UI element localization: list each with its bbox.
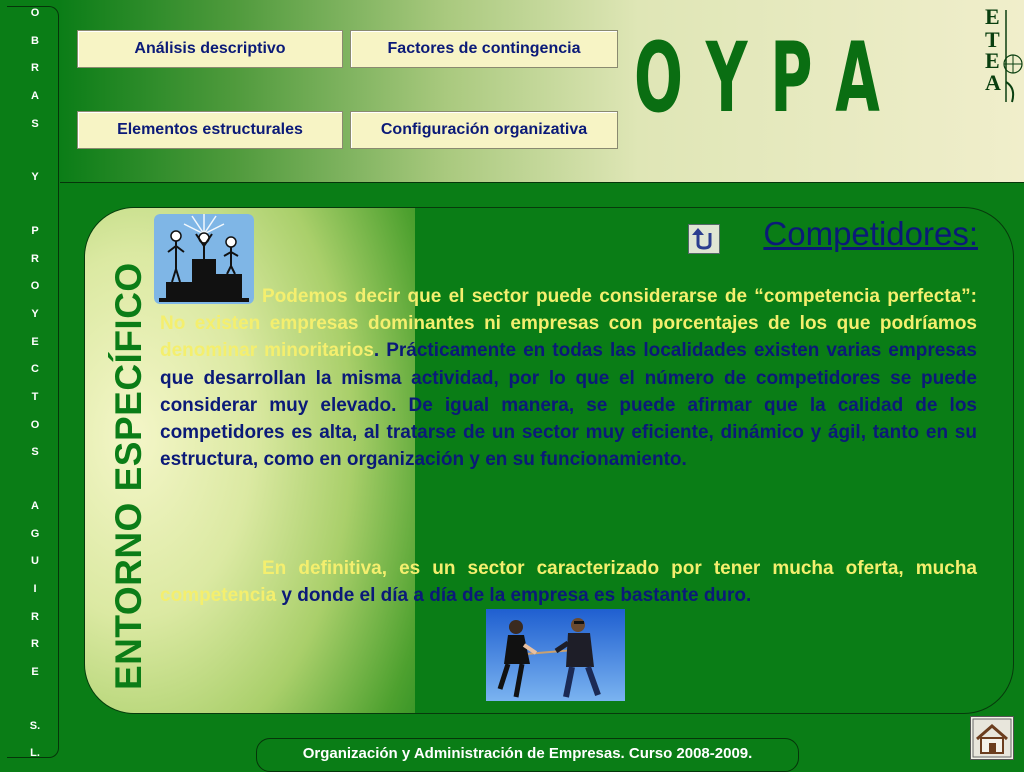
- brand-letter: Y: [705, 22, 754, 134]
- nav-analisis-descriptivo-button[interactable]: [77, 30, 343, 68]
- letter: A: [31, 90, 39, 103]
- svg-text:A: A: [985, 70, 1001, 95]
- paragraph-1-part-2: . Prácticamente en todas las localidades existen varias empresas que desarrollan la misma actividad, por lo que el número de competidores se puede considerar muy elevado. De igual manera, se puede afirmar que la calidad de los competidores es alta: [160, 340, 977, 444]
- letter: A: [31, 499, 39, 512]
- paragraph-2-part-1: En definitiva, es un sector caracterizado por tener mucha oferta, mucha competencia: [160, 558, 977, 607]
- letter: Y: [31, 171, 39, 184]
- footer-text: Organización y Administración de Empresas. Curso 2008-2009.: [302, 745, 753, 762]
- paragraph-1-part-3: , al tratarse de un sector muy eficiente, dinámico y ágil, tanto en su estructura, como en organización y en su funcionamiento.: [160, 422, 977, 471]
- nav-label: Configuración organizativa: [380, 121, 588, 138]
- letter: R: [31, 610, 39, 623]
- brand-letter: P: [770, 22, 819, 134]
- letter: O: [30, 280, 40, 293]
- letter: E: [31, 666, 39, 679]
- home-icon: [971, 717, 1013, 759]
- letter: R: [31, 62, 39, 75]
- letter: E: [31, 335, 39, 348]
- letter: S: [31, 117, 39, 130]
- back-arrow-icon: [689, 225, 719, 253]
- nav-label: Factores de contingencia: [387, 40, 581, 57]
- nav-elementos-estructurales-button[interactable]: [77, 111, 343, 149]
- nav-configuracion-organizativa-button[interactable]: [350, 111, 618, 149]
- footer: [256, 738, 799, 772]
- letter: O: [30, 418, 40, 431]
- tug-of-war-photo: [486, 609, 625, 701]
- brand-title: [634, 22, 886, 134]
- section-heading: Competidores:: [763, 215, 978, 252]
- company-name-vertical: [20, 0, 50, 768]
- side-title: ENTORNO ESPECÍFICO: [108, 262, 149, 690]
- nav-label: Elementos estructurales: [117, 121, 303, 138]
- paragraph-1: [160, 283, 977, 473]
- svg-text:E: E: [985, 48, 1000, 73]
- letter: Y: [31, 307, 39, 320]
- letter: B: [31, 34, 39, 47]
- letter: P: [31, 224, 39, 237]
- paragraph-2-part-2: y donde el día a día de la empresa es bastante duro.: [276, 585, 752, 607]
- paragraph-1-part-1: Podemos decir que el sector puede considerarse de “competencia perfecta”: No existen empresas dominantes ni empresas con porcentajes de los que podríamos denominar minoritarios: [160, 286, 977, 362]
- svg-text:T: T: [985, 27, 1000, 52]
- letter: R: [31, 638, 39, 651]
- letter: T: [31, 391, 39, 403]
- svg-text:E: E: [985, 4, 1000, 29]
- home-button[interactable]: [970, 716, 1014, 760]
- back-button[interactable]: [688, 224, 720, 254]
- paragraph-2: [160, 555, 977, 609]
- letter: S: [31, 446, 39, 459]
- brand-letter: A: [835, 22, 886, 134]
- nav-label: Análisis descriptivo: [134, 40, 286, 57]
- letter: C: [31, 363, 39, 376]
- letter: S.: [29, 719, 41, 732]
- etea-logo: [982, 2, 1024, 110]
- nav-factores-contingencia-button[interactable]: [350, 30, 618, 68]
- letter: O: [30, 7, 40, 19]
- letter: G: [30, 527, 40, 540]
- letter: I: [33, 583, 37, 595]
- brand-letter: O: [634, 22, 689, 134]
- letter: U: [31, 555, 39, 568]
- letter: L.: [30, 747, 40, 760]
- letter: R: [31, 252, 39, 265]
